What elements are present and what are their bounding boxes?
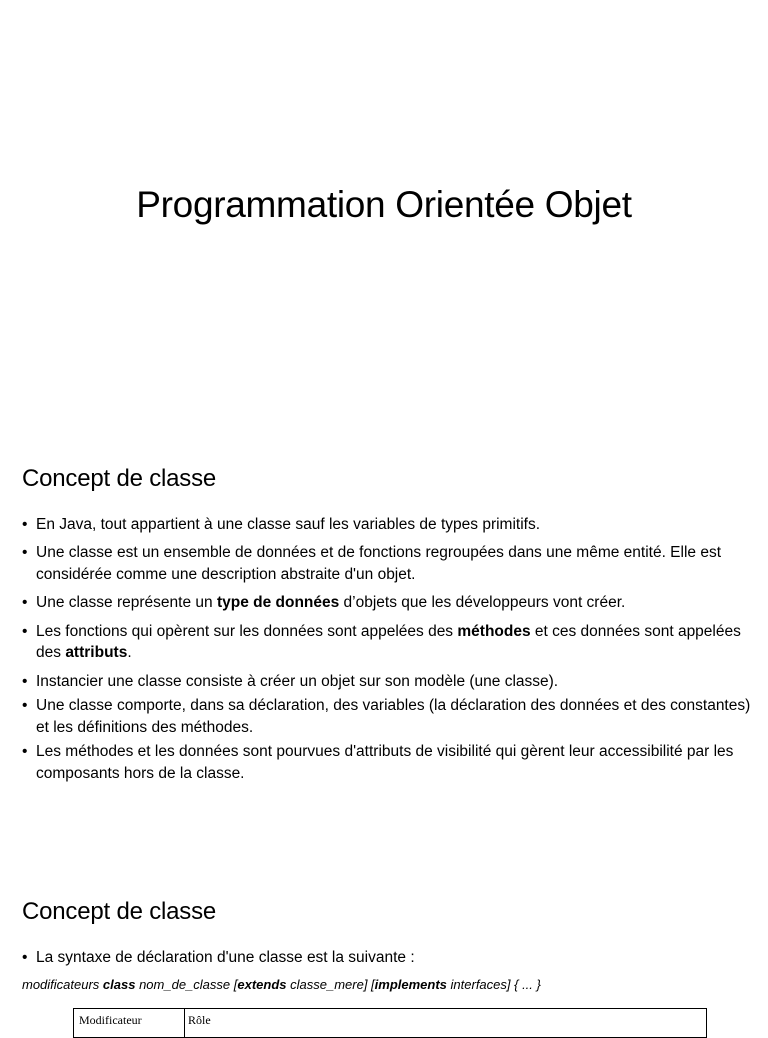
syntax-text: interfaces] { ... }	[446, 977, 541, 992]
text-segment: .	[127, 644, 132, 661]
bold-term: type de données	[216, 594, 340, 611]
section-heading-concept-de-classe-syntax: Concept de classe	[22, 898, 217, 925]
text-segment: Une classe représente un	[36, 594, 217, 611]
syntax-text: nom_de_classe [	[135, 977, 238, 992]
list-item	[22, 671, 752, 693]
text-segment: d’objets que les développeurs vont créer.	[339, 594, 626, 611]
table-column-divider	[184, 1009, 185, 1037]
section-heading-concept-de-classe: Concept de classe	[22, 465, 217, 492]
syntax-keyword: extends	[237, 977, 287, 992]
text-segment: Les méthodes et les données sont pourvues d'attributs de visibilité qui gèrent leur accessibilité par les composants hors de la classe.	[36, 743, 734, 782]
table-header-modifier: Modificateur	[79, 1013, 142, 1027]
list-item	[22, 514, 752, 535]
text-segment: En Java, tout appartient à une classe sauf les variables de types primitifs.	[36, 516, 541, 533]
text-segment: et ces données sont appelées des	[36, 622, 741, 661]
table-header-role: Rôle	[188, 1013, 211, 1027]
text-segment: Une classe comporte, dans sa déclaration, des variables (la déclaration des données et des constantes) et les définitions des méthodes.	[36, 697, 751, 736]
text-segment: Les fonctions qui opèrent sur les données sont appelées des	[36, 622, 458, 640]
bold-term: attributs	[65, 644, 128, 661]
list-item	[22, 592, 752, 614]
text-segment: Une classe est un ensemble de données et de fonctions regroupées dans une même entité. Elle est considérée comme une description abstraite d'un objet.	[36, 544, 722, 583]
list-item	[22, 621, 752, 664]
slide-title: Programmation Orientée Objet	[136, 184, 632, 225]
list-item	[22, 542, 752, 585]
syntax-text: modificateurs	[22, 977, 103, 992]
list-item	[22, 741, 752, 784]
syntax-keyword: class	[102, 977, 136, 992]
class-declaration-syntax	[22, 976, 541, 994]
list-item	[22, 695, 752, 738]
modifier-table	[73, 1008, 707, 1038]
syntax-keyword: implements	[374, 977, 447, 992]
bullet-list-syntax	[22, 947, 752, 969]
list-item: • La syntaxe de déclaration d'une classe est la suivante :	[22, 947, 752, 969]
bold-term: méthodes	[457, 622, 531, 640]
text-segment: Instancier une classe consiste à créer un objet sur son modèle (une classe).	[36, 672, 559, 690]
bullet-list-concept	[22, 514, 752, 784]
syntax-text: classe_mere] [	[286, 977, 375, 992]
